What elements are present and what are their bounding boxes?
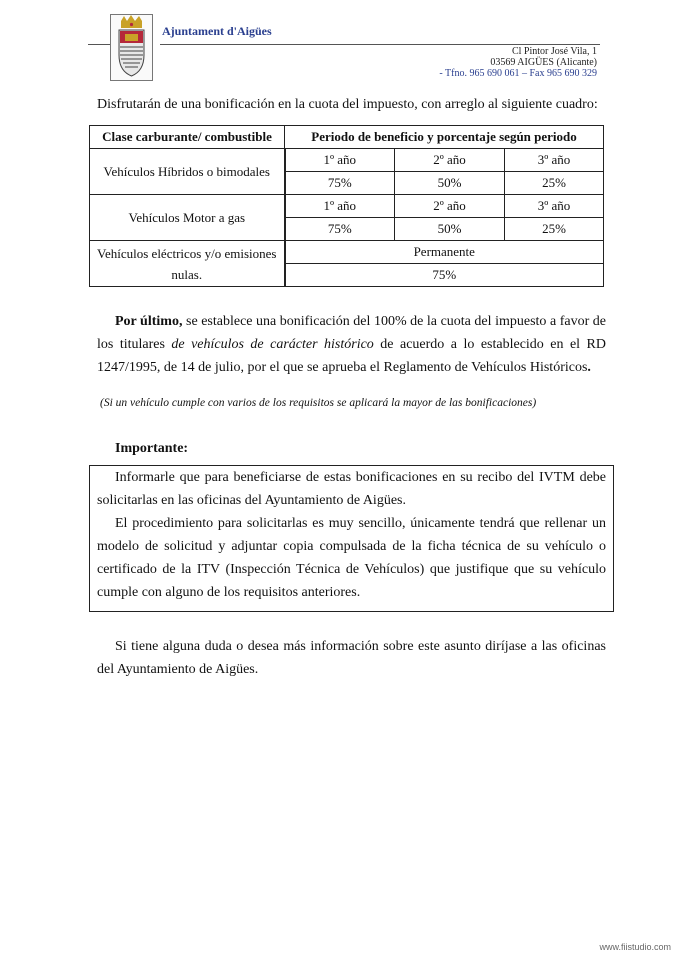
table-row	[90, 241, 604, 264]
municipality-name: Ajuntament d'Aigües	[162, 24, 272, 38]
row-label-electric: Vehículos eléctricos y/o emisiones nulas.	[90, 241, 285, 287]
header-divider	[160, 44, 600, 45]
paragraph-text: se establece una bonificación del 100% de la cuota del impuesto a favor de los titulares	[97, 314, 606, 352]
year-cell: 3º año	[505, 195, 604, 218]
percent-cell: 50%	[395, 218, 505, 241]
important-heading: Importante:	[115, 441, 189, 456]
percent-cell: 75%	[285, 218, 395, 241]
address-phone-fax: - Tfno. 965 690 061 – Fax 965 690 329	[439, 68, 597, 79]
year-cell: 3º año	[505, 149, 604, 172]
municipal-crest	[110, 14, 153, 81]
bonus-table	[89, 125, 604, 287]
period-cell: Permanente	[285, 241, 604, 264]
emphasis-lead: Por último,	[115, 314, 183, 329]
address-street: Cl Pintor José Vila, 1	[511, 46, 597, 57]
percent-cell: 75%	[285, 264, 604, 287]
row-label-hybrid: Vehículos Híbridos o bimodales	[90, 149, 285, 195]
historic-vehicles-paragraph	[97, 310, 606, 379]
col-header-period: Periodo de beneficio y porcentaje según periodo	[285, 126, 604, 149]
multiple-requirements-note: (Si un vehículo cumple con varios de los requisitos se aplicará la mayor de las bonificaciones)	[100, 397, 537, 409]
col-header-fuel-type: Clase carburante/ combustible	[90, 126, 285, 149]
header-divider-left	[88, 44, 110, 45]
row-label-gas: Vehículos Motor a gas	[90, 195, 285, 241]
watermark: www.fiistudio.com	[599, 942, 671, 952]
percent-cell: 25%	[505, 218, 604, 241]
important-paragraph-1: Informarle que para beneficiarse de estas bonificaciones en su recibo del IVTM debe solicitarlas en las oficinas del Ayuntamiento de Aigües.	[97, 470, 606, 508]
address-city: 03569 AIGÜES (Alicante)	[490, 57, 597, 68]
table-row	[90, 195, 604, 218]
table-header-row	[90, 126, 604, 149]
emphasis-italic: de vehículos de carácter histórico	[171, 337, 374, 352]
percent-cell: 25%	[505, 172, 604, 195]
important-paragraph-2: El procedimiento para solicitarlas es muy sencillo, únicamente tendrá que rellenar un modelo de solicitud y adjuntar copia compulsada de la ficha técnica de su vehículo o certificado de la ITV (Inspección Técnica de Vehículos) que justifique que su vehículo cumple con alguno de los requisitos anteriores.	[97, 516, 606, 600]
year-cell: 2º año	[395, 195, 505, 218]
year-cell: 1º año	[285, 149, 395, 172]
paragraph-text: de acuerdo a lo establecido en el RD 1247/1995, de 14 de julio, por el que se aprueba el Reglamento de Vehículos Históricos	[97, 337, 606, 375]
percent-cell: 75%	[285, 172, 395, 195]
intro-text: Disfrutarán de una bonificación en la cuota del impuesto, con arreglo al siguiente cuadro:	[97, 97, 598, 112]
table-row	[90, 149, 604, 172]
closing-paragraph: Si tiene alguna duda o desea más información sobre este asunto diríjase a las oficinas del Ayuntamiento de Aigües.	[97, 639, 606, 677]
year-cell: 1º año	[285, 195, 395, 218]
coat-of-arms-icon	[111, 15, 152, 80]
year-cell: 2º año	[395, 149, 505, 172]
emphasis-end: .	[587, 360, 591, 375]
percent-cell: 50%	[395, 172, 505, 195]
